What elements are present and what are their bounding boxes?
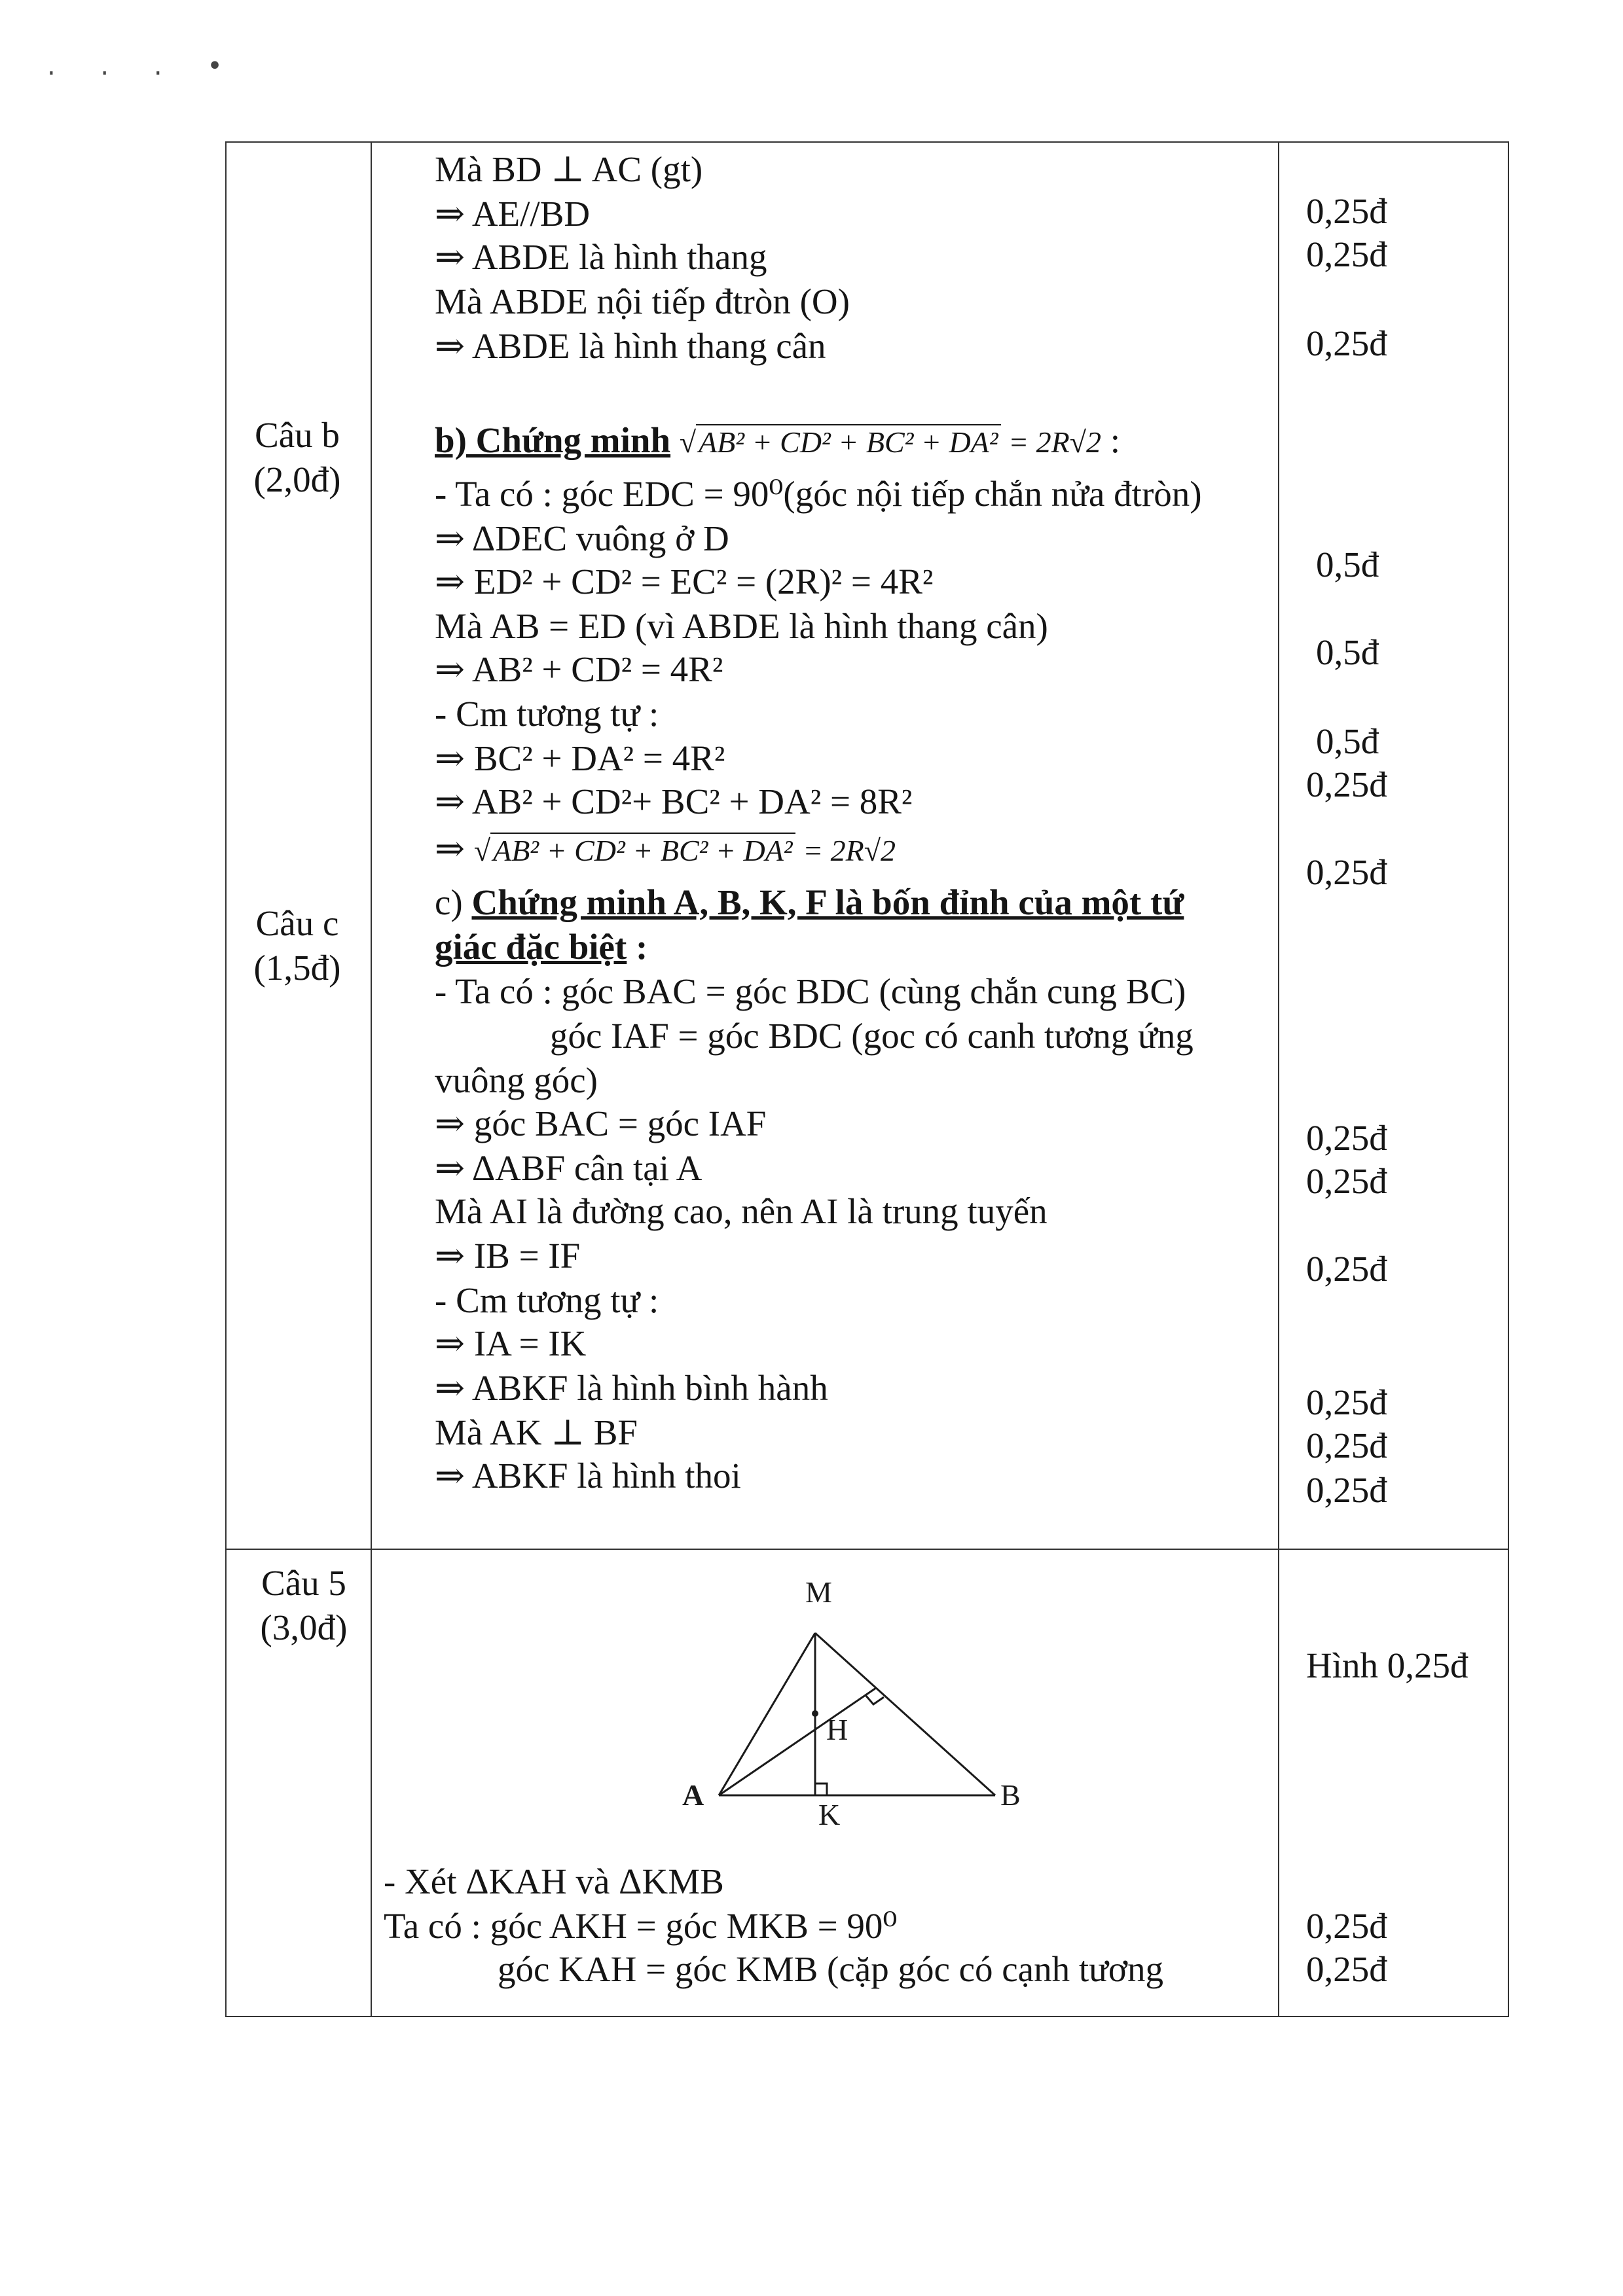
part-b-line-6: - Cm tương tự :	[435, 694, 659, 734]
label-cau-5-points: (3,0đ)	[260, 1607, 348, 1647]
part-b-line-9: ⇒ √AB² + CD² + BC² + DA² = 2R√2	[435, 829, 896, 869]
part-b-line-5: ⇒ AB² + CD² = 4R²	[435, 649, 723, 689]
score-c-6: 0,25đ	[1306, 1470, 1387, 1510]
label-M: M	[805, 1575, 832, 1609]
part-c-title-line-2: giác đặc biệt :	[435, 927, 648, 967]
score-5-1: 0,25đ	[1306, 1906, 1387, 1946]
part-c-line-5: ⇒ ΔABF cân tại A	[435, 1148, 702, 1188]
part-b-line-2: ⇒ ΔDEC vuông ở D	[435, 518, 729, 558]
part-c-line-3: vuông góc)	[435, 1060, 598, 1100]
label-cau-c-points: (1,5đ)	[253, 948, 341, 988]
part-b-line-4: Mà AB = ED (vì ABDE là hình thang cân)	[435, 606, 1048, 646]
part-a-line-4: Mà ABDE nội tiếp đtròn (O)	[435, 281, 850, 321]
label-B: B	[1000, 1778, 1021, 1812]
score-b-4: 0,25đ	[1306, 764, 1387, 804]
implies-symbol: ⇒	[435, 237, 465, 277]
label-cau-b: Câu b	[255, 415, 340, 455]
segment-A-foot	[719, 1688, 876, 1795]
score-c-5: 0,25đ	[1306, 1426, 1387, 1465]
part-a-line-2: ⇒ AE//BD	[435, 194, 591, 234]
score-a-2: 0,25đ	[1306, 234, 1387, 274]
right-angle-mark-foot	[866, 1695, 884, 1704]
part-a-line-1: Mà BD ⊥ AC (gt)	[435, 149, 703, 189]
scan-corner-marks: . . . •	[47, 51, 241, 81]
part-c-line-1: - Ta có : góc BAC = góc BDC (cùng chắn cung BC)	[435, 971, 1186, 1011]
label-A: A	[682, 1778, 704, 1812]
part-c-line-9: ⇒ IA = IK	[435, 1323, 587, 1363]
label-K: K	[818, 1798, 841, 1831]
label-cau-5: Câu 5	[261, 1563, 346, 1603]
part-b-line-8: ⇒ AB² + CD²+ BC² + DA² = 8R²	[435, 781, 913, 821]
score-b-1: 0,5đ	[1316, 545, 1379, 584]
part-b-line-7: ⇒ BC² + DA² = 4R²	[435, 738, 725, 778]
score-c-4: 0,25đ	[1306, 1382, 1387, 1422]
part-c-line-2: góc IAF = góc BDC (goc có canh tương ứng	[550, 1016, 1194, 1056]
part-a-line-3: ⇒ ABDE là hình thang	[435, 237, 767, 277]
implies-symbol: ⇒	[435, 194, 465, 234]
part-c-line-8: - Cm tương tự :	[435, 1280, 659, 1320]
part-c-line-7: ⇒ IB = IF	[435, 1236, 581, 1276]
part-a-line-5: ⇒ ABDE là hình thang cân	[435, 326, 826, 366]
score-b-2: 0,5đ	[1316, 632, 1379, 672]
label-cau-b-points: (2,0đ)	[253, 459, 341, 499]
part-c-line-12: ⇒ ABKF là hình thoi	[435, 1456, 741, 1496]
part-b-line-3: ⇒ ED² + CD² = EC² = (2R)² = 4R²	[435, 562, 934, 601]
cau5-line-3: góc KAH = góc KMB (cặp góc có cạnh tương	[498, 1949, 1164, 1989]
score-figure: Hình 0,25đ	[1306, 1645, 1468, 1685]
cau5-line-1: - Xét ΔKAH và ΔKMB	[384, 1861, 724, 1901]
part-b-title: b) Chứng minh √AB² + CD² + BC² + DA² = 2R√2 :	[435, 420, 1120, 460]
cau5-line-2: Ta có : góc AKH = góc MKB = 90⁰	[384, 1906, 898, 1946]
right-angle-mark-K	[815, 1784, 827, 1795]
part-b-line-1: - Ta có : góc EDC = 90⁰(góc nội tiếp chắn nửa đtròn)	[435, 474, 1202, 514]
point-H	[812, 1710, 818, 1717]
score-5-2: 0,25đ	[1306, 1949, 1387, 1989]
segment-MA	[719, 1633, 815, 1795]
label-cau-c: Câu c	[255, 903, 339, 943]
part-c-line-11: Mà AK ⊥ BF	[435, 1412, 638, 1452]
score-c-3: 0,25đ	[1306, 1249, 1387, 1289]
implies-symbol: ⇒	[435, 326, 465, 366]
label-H: H	[826, 1713, 848, 1746]
part-c-title-line-1: c) Chứng minh A, B, K, F là bốn đỉnh của một tứ	[435, 882, 1184, 922]
part-c-line-4: ⇒ góc BAC = góc IAF	[435, 1103, 767, 1143]
score-b-5: 0,25đ	[1306, 852, 1387, 892]
score-a-3: 0,25đ	[1306, 323, 1387, 363]
part-c-line-10: ⇒ ABKF là hình bình hành	[435, 1368, 828, 1408]
score-c-2: 0,25đ	[1306, 1161, 1387, 1201]
score-b-3: 0,5đ	[1316, 721, 1379, 761]
part-c-line-6: Mà AI là đường cao, nên AI là trung tuyến	[435, 1191, 1048, 1231]
score-c-1: 0,25đ	[1306, 1118, 1387, 1158]
score-a-1: 0,25đ	[1306, 191, 1387, 231]
